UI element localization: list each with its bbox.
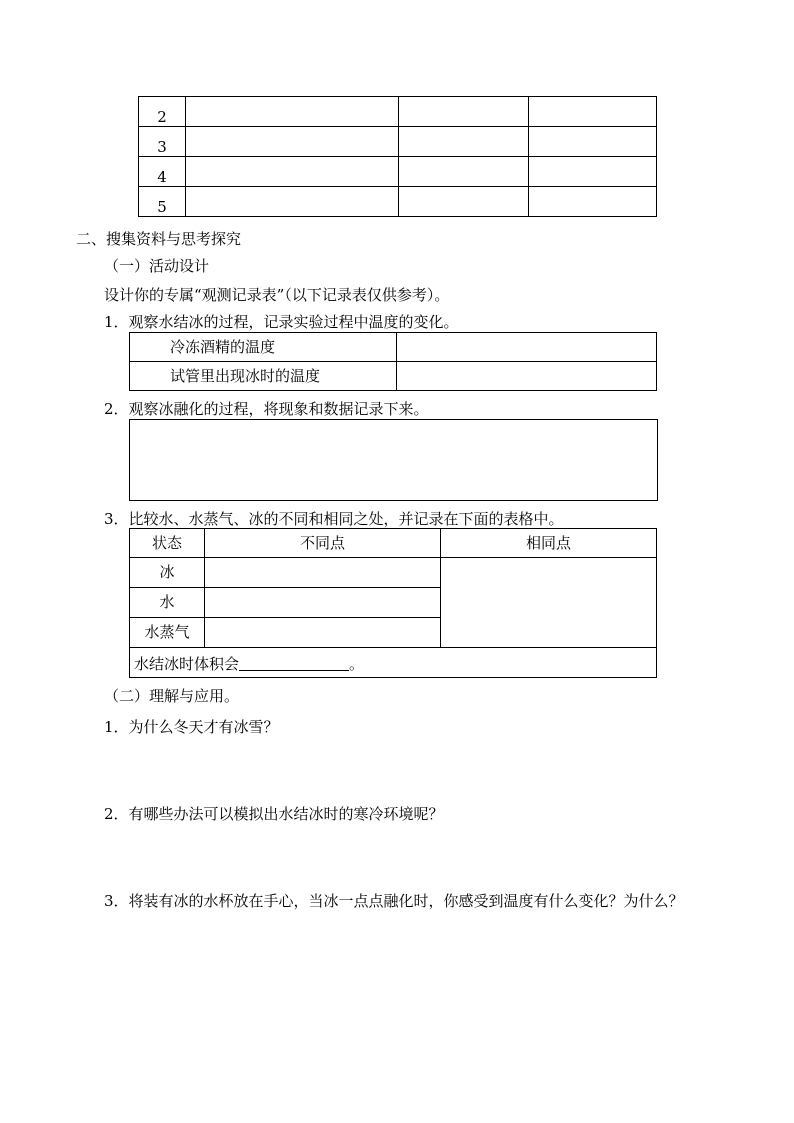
- table-row: [139, 187, 657, 217]
- table-cell[interactable]: [529, 97, 657, 127]
- state-cell: 冰: [130, 558, 205, 588]
- observation-table-continued: [138, 96, 657, 217]
- table-cell[interactable]: [399, 187, 529, 217]
- application-question-3: 3．将装有冰的水杯放在手心，当冰一点点融化时，你感受到温度有什么变化？为什么？: [104, 892, 684, 910]
- table-cell[interactable]: [186, 97, 399, 127]
- table-cell[interactable]: [399, 127, 529, 157]
- table-row: [139, 97, 657, 127]
- temperature-table: [129, 332, 657, 391]
- header-cell: 相同点: [441, 529, 657, 558]
- table-cell[interactable]: [529, 187, 657, 217]
- footer-suffix: 。: [349, 654, 365, 673]
- state-cell: 水: [130, 588, 205, 618]
- table-row: [130, 529, 657, 558]
- footer-cell: [130, 648, 657, 678]
- label-cell: 试管里出现冰时的温度: [130, 362, 397, 391]
- table-row: [130, 333, 657, 362]
- state-cell: 水蒸气: [130, 618, 205, 648]
- table-row: [130, 558, 657, 588]
- row-number: 2: [139, 97, 186, 127]
- difference-cell[interactable]: [205, 558, 441, 588]
- table-cell[interactable]: [529, 157, 657, 187]
- comparison-table: [129, 528, 657, 678]
- table-row: [139, 127, 657, 157]
- table-cell[interactable]: [186, 157, 399, 187]
- table-row: [130, 362, 657, 391]
- record-box[interactable]: [129, 419, 658, 501]
- application-question-1: 1．为什么冬天才有冰雪？: [104, 718, 279, 736]
- table-row: [130, 648, 657, 678]
- question-2: 2．观察冰融化的过程，将现象和数据记录下来。: [104, 400, 429, 418]
- answer-cell[interactable]: [397, 362, 657, 391]
- fill-in-blank[interactable]: [239, 654, 349, 671]
- question-1: 1．观察水结冰的过程，记录实验过程中温度的变化。: [104, 313, 459, 331]
- table-cell[interactable]: [186, 187, 399, 217]
- row-number: 5: [139, 187, 186, 217]
- difference-cell[interactable]: [205, 618, 441, 648]
- question-3: 3．比较水、水蒸气、冰的不同和相同之处，并记录在下面的表格中。: [104, 510, 564, 528]
- part-two-title: （二）理解与应用。: [104, 687, 240, 705]
- answer-cell[interactable]: [397, 333, 657, 362]
- table-cell[interactable]: [529, 127, 657, 157]
- part-one-title: （一）活动设计: [104, 257, 210, 275]
- header-cell: 状态: [130, 529, 205, 558]
- footer-prefix: 水结冰时体积会: [134, 654, 240, 673]
- section-title: 二、搜集资料与思考探究: [76, 230, 242, 248]
- table-cell[interactable]: [399, 97, 529, 127]
- difference-cell[interactable]: [205, 588, 441, 618]
- row-number: 3: [139, 127, 186, 157]
- table-cell[interactable]: [399, 157, 529, 187]
- similarity-cell[interactable]: [441, 558, 657, 648]
- header-cell: 不同点: [205, 529, 441, 558]
- table-row: [139, 157, 657, 187]
- application-question-2: 2．有哪些办法可以模拟出水结冰时的寒冷环境呢？: [104, 805, 444, 823]
- label-cell: 冷冻酒精的温度: [130, 333, 397, 362]
- part-one-intro: 设计你的专属“观测记录表”（以下记录表仅供参考）。: [104, 286, 450, 304]
- row-number: 4: [139, 157, 186, 187]
- table-cell[interactable]: [186, 127, 399, 157]
